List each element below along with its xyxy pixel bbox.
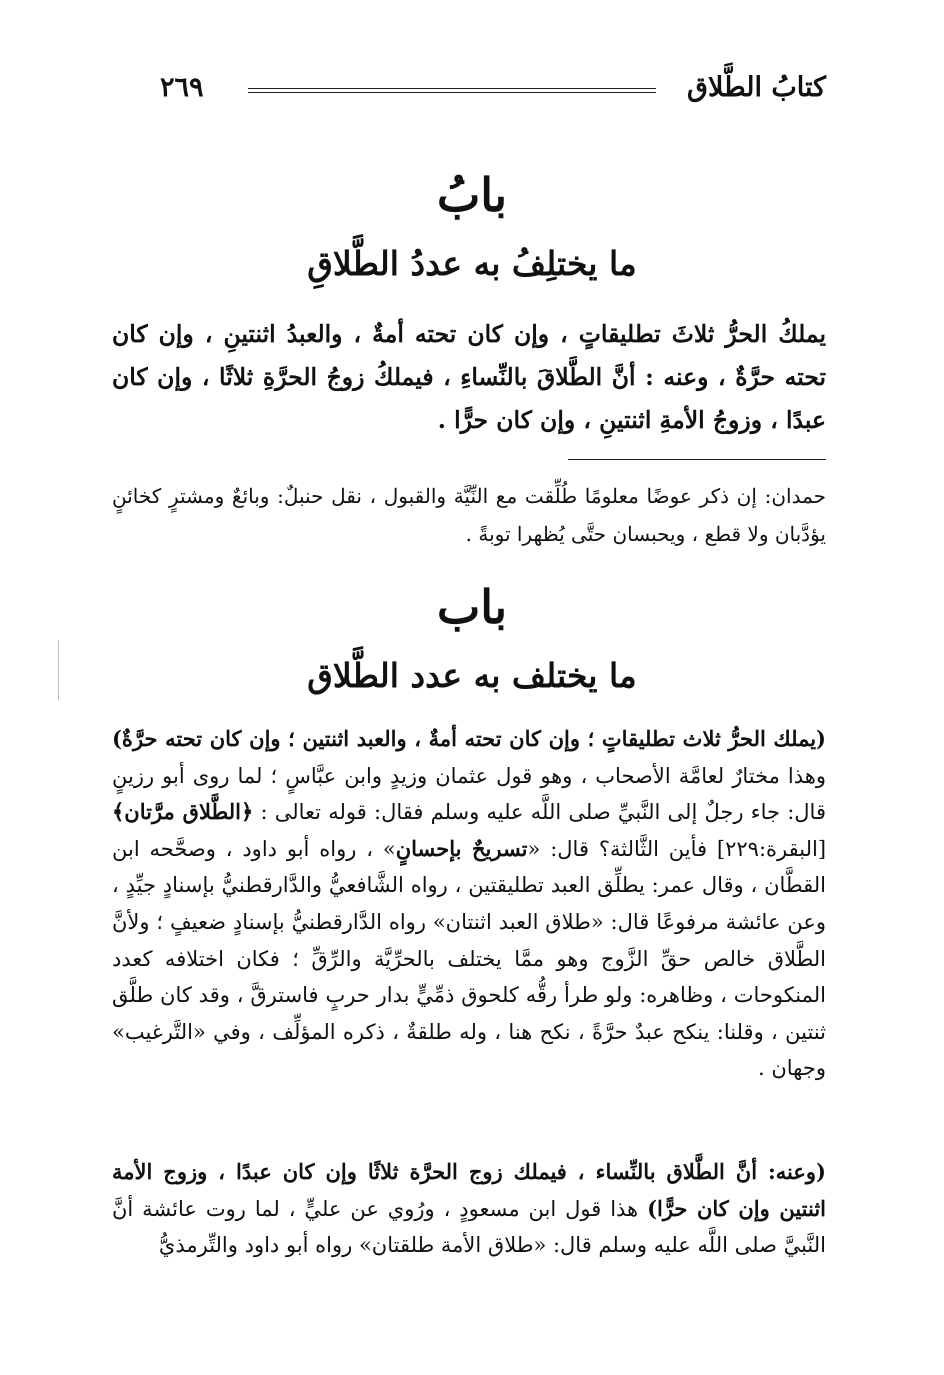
footnote-text: حمدان: إن ذكر عوضًا معلومًا طُلِّقت مع النِّيَّة والقبول ، نقل حنبلٌ: وبائعٌ ومشترٍ كخائنٍ يؤدَّبان ولا قطع ، ويحبسان حتَّى يُظهرا توبةً . — [112, 484, 826, 546]
hadith-quote: تسريحٌ بإحسانٍ — [395, 835, 528, 861]
commentary-paragraph-2 — [112, 1154, 826, 1264]
footnote-separator — [568, 459, 826, 460]
commentary-text: » ، رواه أبو داود ، وصحَّحه ابن القطَّان ، وقال عمر: يطلِّق العبد تطليقتين ، رواه الشَّافعيُّ والدَّارقطنيُّ بإسنادٍ جيِّدٍ ، وعن عائشة مرفوعًا قال: «طلاق العبد اثنتان» رواه الدَّارقطنيُّ بإسنادٍ ضعيفٍ ؛ ولأنَّ الطَّلاق خالص حقِّ الزَّوج وهو ممَّا يختلف بالحرِّيَّة والرِّقِّ ؛ فكان اختلافه كعدد المنكوحات ، وظاهره: ولو طرأ رقُّه كلحوق ذمِّيٍّ بدار حربٍ فاسترقَّ ، وقد كان طلَّق ثنتين ، وقلنا: ينكح عبدٌ حرَّةً ، نكح هنا ، وله طلقةٌ ، ذكره المؤلِّف ، وفي «التَّرغيب» وجهان . — [112, 836, 826, 1081]
commentary-text: وهذا مختارٌ لعامَّة الأصحاب ، وهو قول عثمان وزيدٍ وابن عبَّاسٍ ؛ لما روى أبو رزينٍ قال: جاء رجلٌ إلى النَّبيِّ صلى اللَّه عليه وسلم فقال: قوله تعالى : — [112, 763, 826, 825]
margin-mark — [58, 640, 59, 700]
header-rule — [248, 88, 656, 93]
section1-title: ما يختلِفُ به عددُ الطَّلاقِ — [307, 244, 637, 283]
page-number: ٢٦٩ — [160, 72, 204, 103]
section2-title: ما يختلف به عدد الطَّلاق — [307, 656, 637, 695]
section2-bab-heading: باب — [436, 580, 508, 634]
quran-quote: ﴿الطَّلاق مرَّتان﴾ — [112, 799, 254, 825]
matn-quote: (يملك الحرُّ ثلاث تطليقاتٍ ؛ وإن كان تحته أمةٌ ، والعبد اثنتين ؛ وإن كان تحته حرَّةٌ) — [112, 726, 826, 751]
matn-quote: (وعنه: أنَّ الطَّلاق بالنِّساء ، فيملك زوج الحرَّة ثلاثًا وإن كان عبدًا ، وزوج الأمة اثنتين وإن كان حرًّا) — [112, 1159, 827, 1221]
commentary-text: هذا قول ابن مسعودٍ ، ورُوي عن عليٍّ ، لما روت عائشة أنَّ النَّبيَّ صلى اللَّه عليه وسلم قال: «طلاق الأمة طلقتان» رواه أبو داود والتِّرمذيُّ — [112, 1196, 826, 1258]
book-title: كتابُ الطَّلاق — [687, 72, 826, 103]
section1-bab-heading: بابُ — [436, 168, 508, 222]
section1-matn: يملكُ الحرُّ ثلاثَ تطليقاتٍ ، وإن كان تحته أمةٌ ، والعبدُ اثنتينِ ، وإن كان تحته حرَّةٌ ، وعنه : أنَّ الطَّلاقَ بالنِّساءِ ، فيملكُ زوجُ الحرَّةِ ثلاثًا ، وإن كان عبدًا ، وزوجُ الأمةِ اثنتينِ ، وإن كان حرًّا . — [112, 320, 826, 434]
running-header — [160, 70, 826, 114]
commentary-paragraph-1 — [112, 721, 826, 1087]
commentary-text: [البقرة:٢٢٩] فأين الثَّالثة؟ قال: « — [527, 836, 827, 861]
